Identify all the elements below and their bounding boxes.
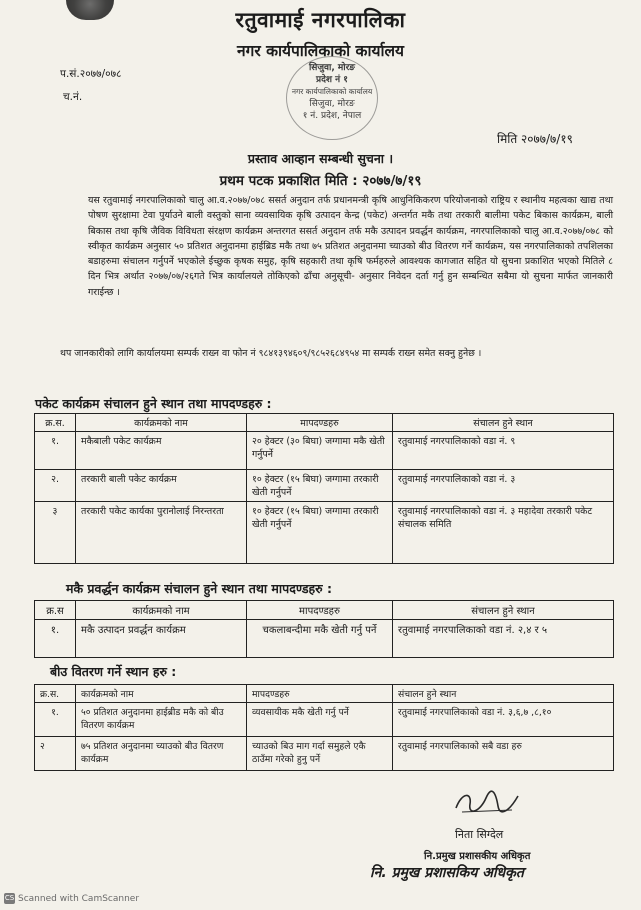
table-cell: १. [35,620,76,658]
column-header: क्र.स. [35,685,76,703]
table-row [35,703,614,737]
table-cell: १० हेक्टर (१५ बिघा) जग्गामा तरकारी खेती गर्नुपर्ने [247,470,393,502]
section-title-seed: बीउ वितरण गर्ने स्थान हरु : [50,664,177,679]
signatory-title: नि.प्रमुख प्रशासकीय अधिकृत [424,851,531,862]
publication-date: प्रथम पटक प्रकाशित मिति : २०७७/७/१९ [219,173,422,189]
column-header: संचालन हुने स्थान [393,414,614,432]
seal-line: १ नं. प्रदेश, नेपाल [302,111,362,121]
pocket-program-table [34,413,614,564]
office-name: नगर कार्यपालिकाको कार्यालय [237,42,404,60]
column-header: मापदण्डहरु [247,601,393,620]
table-row [35,737,614,771]
scanner-label: Scanned with CamScanner [18,894,140,904]
table-cell: ३ [35,502,76,564]
seal-line: नगर कार्यपालिकाको कार्यालय [291,87,373,96]
official-seal [286,56,378,140]
table-cell: २० हेक्टर (३० बिघा) जग्गामा मकै खेती गर्नुपर्ने [247,432,393,470]
table-cell: ५० प्रतिशत अनुदानमा हाईब्रीड मकै को बीउ वितरण कार्यक्रम [76,703,247,737]
section-title-pocket: पकेट कार्यक्रम संचालन हुने स्थान तथा मापदण्डहरु : [35,396,272,411]
table-row [35,620,614,658]
table-cell: २ [35,737,76,771]
seed-distribution-table [34,684,614,771]
camscanner-icon: CS [4,894,15,902]
table-cell: रतुवामाई नगरपालिकाको वडा नं. ९ [393,432,614,470]
table-cell: मकै उत्पादन प्रवर्द्धन कार्यक्रम [76,620,247,658]
table-row [35,432,614,470]
table-cell: रतुवामाई नगरपालिकाको वडा नं. २,४ र ५ [393,620,614,658]
maize-promotion-table [34,600,614,658]
table-cell: २. [35,470,76,502]
table-row [35,470,614,502]
table-cell: ७५ प्रतिशत अनुदानमा च्याउको बीउ वितरण कार्यक्रम [76,737,247,771]
table-cell: तरकारी पकेट कार्यका पुरानोलाई निरन्तरता [76,502,247,564]
table-header-row [35,685,614,703]
table-row [35,502,614,564]
column-header: क्र.स [35,601,76,620]
column-header: कार्यक्रमको नाम [76,685,247,703]
column-header: संचालन हुने स्थान [393,601,614,620]
notice-body: यस रतुवामाई नगरपालिकाको चालु आ.व.२०७७/०७८ ससर्त अनुदान तर्फ प्रधानमन्त्री कृषि आधुनिकिकरण परियोजनाको राष्ट्रिय र स्थानीय महत्वका खाद्य तथा पोषण सुरक्षामा टेवा पुर्याउने बाली वस्तुको साना व्यवसायिक कृषि उत्पादन केन्द्र (पकेट) अन्तर्गत मकै तथा तरकारी बालीमा पकेट बिकास कार्यक्रम, बाली बिकास तथा कृषि जैविक विविधता संरक्षण कार्यक्रम अन्तरगत ससर्त अनुदान तर्फ मकै उत्पादन प्रवर्द्धन कार्यक्रम, नगरपालिकाको चालु आ.व.२०७७/०७८ को स्वीकृत कार्यक्रम अनुसार ५० प्रतिशत अनुदानमा हाईब्रिड मकै तथा ७५ प्रतिशत अनुदानमा च्याउको बीउ वितरण गर्ने कार्यक्रम, यस नगरपालिकाको तपशिलका बडाहरुमा संचालन गर्नुपर्ने भएकोले ईच्छुक कृषक समुह, कृषि सहकारी तथा कृषि फर्महरुले आवश्यक कागजात सहित यो सुचना प्रकाशित भएको मितिले ८ दिन भित्र अर्थात २०७७/०७/२६गते भित्र कार्यालयले तोकिएको ढाँचा अनुसूची- अनुसार निवेदन दर्ता गर्नु हुन सम्बन्धित सबैमा यो सुचना मार्फत जानकारी गराईन्छ । [88,195,613,298]
table-header-row [35,601,614,620]
signatory-title-handwritten: नि. प्रमुख प्रशासकिय अधिकृत [370,865,524,881]
seal-line: सिजुवा, मोरङ [308,63,356,73]
column-header: मापदण्डहरु [247,414,393,432]
table-cell: १. [35,703,76,737]
signatory-name: निता सिग्देल [455,828,504,841]
table-header-row [35,414,614,432]
notice-title: प्रस्ताव आव्हान सम्बन्धी सुचना । [247,151,394,166]
table-cell: १० हेक्टर (१५ बिघा) जग्गामा तरकारी खेती गर्नुपर्ने [247,502,393,564]
municipality-name: रतुवामाई नगरपालिका [235,8,406,32]
table-cell: रतुवामाई नगरपालिकाको वडा नं. ३ [393,470,614,502]
table-cell: रतुवामाई नगरपालिकाको सबै वडा हरु [393,737,614,771]
column-header: मापदण्डहरु [247,685,393,703]
table-cell: व्यवसायीक मकै खेती गर्नु पर्ने [247,703,393,737]
dispatch-number: च.नं. [63,91,83,103]
section-title-maize: मकै प्रवर्द्धन कार्यक्रम संचालन हुने स्थान तथा मापदण्डहरु : [66,581,332,596]
column-header: संचालन हुने स्थान [393,685,614,703]
table-cell: रतुवामाई नगरपालिकाको वडा नं. ३,६,७ ,८,१० [393,703,614,737]
seal-line: प्रदेश नं १ [316,75,348,85]
table-cell: रतुवामाई नगरपालिकाको वडा नं. ३ महादेवा तरकारी पकेट संचालक समिति [393,502,614,564]
table-cell: तरकारी बाली पकेट कार्यक्रम [76,470,247,502]
reference-number: प.सं.२०७७/०७८ [60,68,122,80]
handwritten-signature [452,790,522,814]
scanner-watermark [4,893,139,904]
contact-info: थप जानकारीको लागि कार्यालयमा सम्पर्क राख्न वा फोन नं ९८४१३९४६०९/९८५२६८४९५४ मा सम्पर्क राख्न समेत सक्नु हुनेछ । [60,348,482,359]
table-cell: १. [35,432,76,470]
table-cell: च्याउको बिउ माग गर्दा समुहले एकै ठाउँमा गरेको हुनु पर्ने [247,737,393,771]
column-header: क्र.स. [35,414,76,432]
column-header: कार्यक्रमको नाम [76,414,247,432]
table-cell: चकलाबन्दीमा मकै खेती गर्नु पर्ने [247,620,393,658]
notice-date: मिति २०७७/७/१९ [497,132,573,146]
seal-line: सिजुवा, मोरङ [309,99,355,109]
table-cell: मकैबाली पकेट कार्यक्रम [76,432,247,470]
column-header: कार्यक्रमको नाम [76,601,247,620]
